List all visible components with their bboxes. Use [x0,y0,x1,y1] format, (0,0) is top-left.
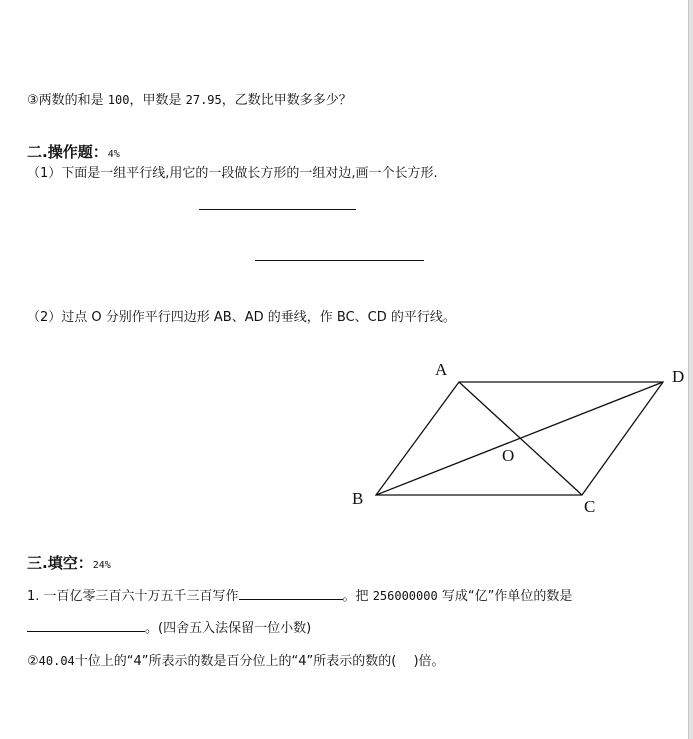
q3-number-a: 27.95 [185,93,222,107]
q1-answer-blank-2 [27,619,145,632]
diagonal-bd [376,382,663,495]
circled-2-marker: ② [27,654,39,669]
q1-text-c: 写成“亿”作单位的数是 [437,589,573,604]
vertex-label-d: D [672,367,685,386]
vertex-label-b: B [352,489,364,508]
q1-answer-blank-1 [239,587,343,600]
section-2-item-1: （1）下面是一组平行线,用它的一段做长方形的一组对边,画一个长方形. [27,166,438,181]
section-3-points: 24% [92,560,111,571]
q3-text-c: ，乙数比甲数多多少？ [221,93,352,108]
q1-number: 256000000 [372,589,438,603]
q3-number-sum: 100 [107,93,130,107]
q2-text: 十位上的“4”所表示的数是百分位上的“4”所表示的数的( )倍。 [74,654,445,669]
vertex-label-c: C [584,497,596,516]
q2-number: 40.04 [38,654,75,668]
section-2-points: 4% [107,149,120,160]
q1-text-d: 。(四舍五入法保留一位小数) [145,621,312,636]
q1-text-b: 。把 [342,589,373,604]
q3-text-a: 两数的和是 [38,93,108,108]
section-2-item-2: （2）过点 O 分别作平行四边形 AB、AD 的垂线，作 BC、CD 的平行线。 [27,310,456,325]
section-3-question-2 [27,650,445,669]
circled-3-marker: ③ [27,93,39,108]
section-3-question-1-continued [27,617,311,636]
vertex-label-a: A [435,360,448,379]
q3-text-b: ，甲数是 [129,93,186,108]
section-3-heading [27,552,111,573]
section-3-title: 三.填空： [27,554,93,572]
section-2-title: 二.操作题： [27,143,108,161]
section-3-question-1 [27,585,572,604]
point-label-o: O [502,446,515,465]
q1-text-a: 1. 一百亿零三百六十万五千三百写作 [27,589,239,604]
